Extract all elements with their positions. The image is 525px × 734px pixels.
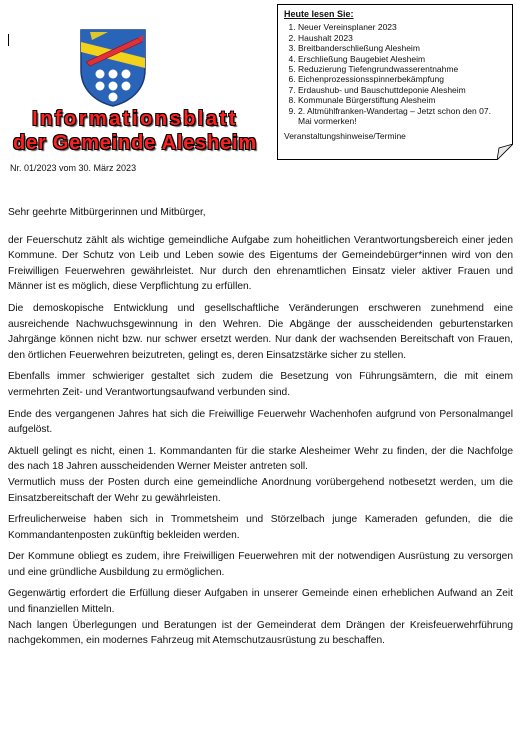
body-paragraph: Ende des vergangenen Jahres hat sich die Freiwillige Feuerwehr Wachenhofen aufgrund von Personalmangel aufgelöst. — [8, 408, 513, 436]
table-of-contents — [277, 4, 513, 160]
toc-item: 8. Kommunale Bürgerstiftung Alesheim — [298, 95, 506, 105]
body-paragraph: der Feuerschutz zählt als wichtige gemeindliche Aufgabe zum hoheitlichen Verantwortungsbereich einer jeden Kommune. Der Schutz von Leib und Leben sowie des Eigentums der Gemeindebürger*innen wird von den Freiwilligen Feuerwehren gewährleistet. Nur durch den ehrenamtlichen Einsatz vieler aktiver Frauen und Männer ist es möglich, diese Verpflichtung zu erfüllen. — [8, 234, 513, 293]
toc-item: 6. Eichenprozessionsspinnerbekämpfung — [298, 74, 506, 84]
toc-heading: Heute lesen Sie: — [284, 9, 354, 19]
toc-item: 1. Neuer Vereinsplaner 2023 — [298, 22, 506, 32]
issue-number: Nr. 01/2023 vom 30. März 2023 — [10, 163, 137, 173]
letter-body — [8, 205, 513, 655]
body-paragraph: Die demoskopische Entwicklung und gesellschaftliche Veränderungen erschweren zunehmend eine ausreichende Nachwuchsgewinnung in den Wehren. Die Abgänge der ausscheidenden geburtenstarken Jahrgänge können nicht bzw. nur schwer ersetzt werden. Nur dank der wachsenden Bereitschaft von Frauen, den örtlichen Feuerwehren beizutreten, gelingt es, deren Einsatzstärke sicher zu stellen. — [8, 302, 513, 361]
toc-item: 2. Haushalt 2023 — [298, 33, 506, 43]
toc-item: 9. 2. Altmühlfranken-Wandertag – Jetzt schon den 07. Mai vormerken! — [298, 106, 506, 127]
body-paragraph: Vermutlich muss der Posten durch eine gemeindliche Anordnung vorübergehend notbesetzt werden, um die Einsatzbereitschaft der Wehr zu gewährleisten. — [8, 476, 513, 504]
body-paragraph: Nach langen Überlegungen und Beratungen ist der Gemeinderat dem Drängen der Kreisfeuerwehrführung nachgekommen, ein modernes Fahrzeug mit Atemschutzausrüstung zu beschaffen. — [8, 619, 513, 647]
municipal-crest-logo — [78, 28, 148, 108]
page-fold-corner — [497, 144, 513, 160]
toc-item: 7. Erdaushub- und Bauschuttdeponie Alesheim — [298, 85, 506, 95]
toc-footer: Veranstaltungshinweise/Termine — [284, 131, 406, 142]
body-paragraph: Ebenfalls immer schwieriger gestaltet sich zudem die Besetzung von Führungsämtern, die mit einem vermehrten Zeit- und Verantwortungsaufwand verbunden sind. — [8, 371, 513, 398]
body-paragraph: Aktuell gelingt es nicht, einen 1. Kommandanten für die starke Alesheimer Wehr zu finden, der die Nachfolge des nach 18 Jahren ausscheidenden Werner Meister antreten soll. — [8, 445, 513, 473]
toc-item: 5. Reduzierung Tiefengrundwasserentnahme — [298, 64, 506, 74]
title-line-1: Informationsblatt — [32, 108, 238, 130]
toc-item: 4. Erschließung Baugebiet Alesheim — [298, 54, 506, 64]
toc-item: 3. Breitbanderschließung Alesheim — [298, 43, 506, 53]
body-paragraph: Erfreulicherweise haben sich in Trommetsheim und Störzelbach junge Kameraden gefunden, die die Kommandantenposten zukünftig bekleiden werden. — [8, 514, 513, 541]
toc-list — [284, 22, 506, 126]
greeting: Sehr geehrte Mitbürgerinnen und Mitbürger, — [8, 207, 206, 218]
body-paragraph: Der Kommune obliegt es zudem, ihre Freiwilligen Feuerwehren mit der notwendigen Ausrüstung zu versorgen und eine gründliche Ausbildung zu ermöglichen. — [8, 551, 513, 578]
text-cursor — [8, 34, 9, 46]
body-paragraph: Gegenwärtig erfordert die Erfüllung dieser Aufgaben in unserer Gemeinde einen erheblichen Aufwand an Zeit und finanziellen Mitteln. — [8, 588, 513, 616]
newsletter-title — [10, 107, 260, 155]
title-line-2: der Gemeinde Alesheim — [13, 132, 257, 154]
